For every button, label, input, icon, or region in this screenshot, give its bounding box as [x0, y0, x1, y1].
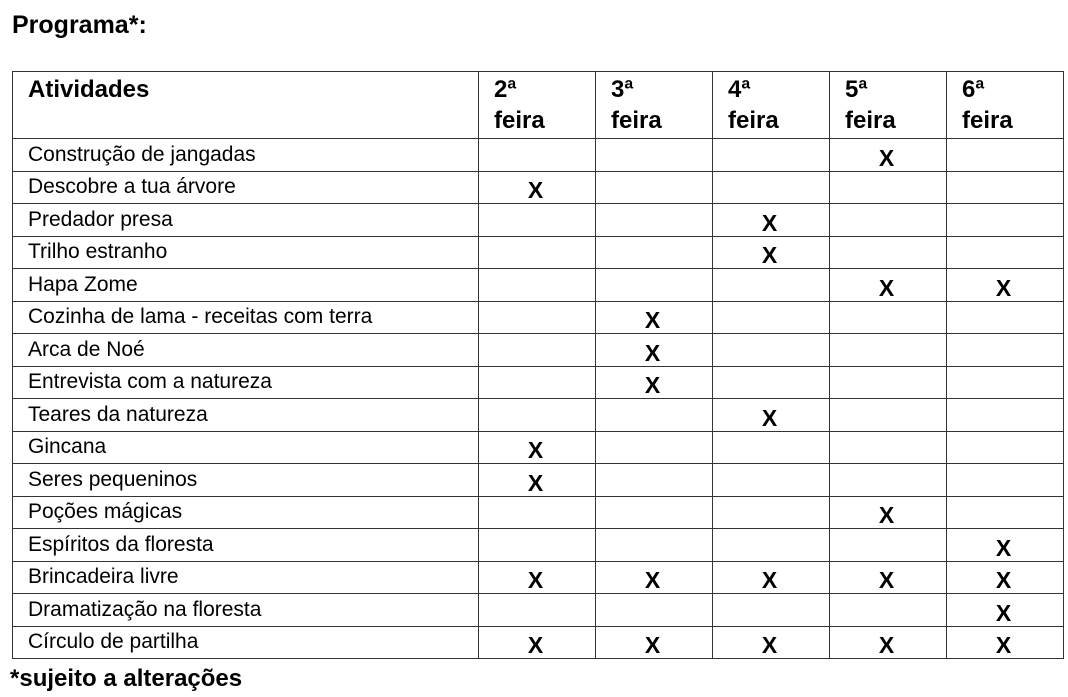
table-row [13, 464, 1064, 497]
table-row [13, 171, 1064, 204]
day-mark [479, 496, 596, 529]
table-row [13, 334, 1064, 367]
day-mark: X [830, 626, 947, 659]
activity-name: Espíritos da floresta [13, 529, 479, 562]
table-row [13, 204, 1064, 237]
day-mark [479, 204, 596, 237]
day-mark [713, 529, 830, 562]
day-number: 4ª [728, 76, 751, 103]
activity-name: Construção de jangadas [13, 139, 479, 172]
day-mark: X [596, 301, 713, 334]
table-row [13, 399, 1064, 432]
day-mark [596, 464, 713, 497]
day-mark [596, 594, 713, 627]
day-header-tuesday [596, 72, 713, 139]
day-word: feira [611, 107, 662, 134]
day-mark: X [479, 171, 596, 204]
day-mark: X [713, 236, 830, 269]
table-row [13, 431, 1064, 464]
table-row [13, 139, 1064, 172]
day-mark [479, 301, 596, 334]
day-mark [713, 301, 830, 334]
table-row [13, 269, 1064, 302]
day-mark [830, 594, 947, 627]
day-header-thursday [830, 72, 947, 139]
day-number: 3ª [611, 76, 634, 103]
day-mark [830, 171, 947, 204]
table-row [13, 236, 1064, 269]
day-number: 5ª [845, 76, 868, 103]
day-mark [947, 431, 1064, 464]
day-mark [947, 496, 1064, 529]
day-word: feira [494, 107, 545, 134]
table-row [13, 366, 1064, 399]
day-mark [479, 139, 596, 172]
table-row [13, 496, 1064, 529]
day-mark: X [479, 626, 596, 659]
day-mark: X [830, 139, 947, 172]
day-mark [713, 496, 830, 529]
day-mark [947, 236, 1064, 269]
activity-name: Dramatização na floresta [13, 594, 479, 627]
day-mark [596, 236, 713, 269]
day-mark [596, 399, 713, 432]
day-mark: X [947, 529, 1064, 562]
activity-name: Entrevista com a natureza [13, 366, 479, 399]
day-mark: X [713, 561, 830, 594]
day-mark [479, 529, 596, 562]
activities-header: Atividades [13, 72, 479, 139]
day-mark [713, 139, 830, 172]
activity-name: Círculo de partilha [13, 626, 479, 659]
day-mark [947, 366, 1064, 399]
day-mark [830, 366, 947, 399]
table-row [13, 594, 1064, 627]
day-mark [830, 529, 947, 562]
day-mark: X [479, 431, 596, 464]
day-mark: X [596, 334, 713, 367]
day-mark [713, 366, 830, 399]
day-mark [479, 236, 596, 269]
day-mark [947, 171, 1064, 204]
schedule-body [13, 139, 1064, 659]
day-mark: X [713, 399, 830, 432]
activity-name: Predador presa [13, 204, 479, 237]
day-mark [596, 139, 713, 172]
day-mark [479, 399, 596, 432]
day-mark [596, 171, 713, 204]
activity-name: Hapa Zome [13, 269, 479, 302]
day-mark [830, 301, 947, 334]
day-mark [713, 464, 830, 497]
activity-name: Arca de Noé [13, 334, 479, 367]
day-mark: X [479, 561, 596, 594]
page-title: Programa*: [12, 11, 147, 39]
day-mark [596, 529, 713, 562]
day-mark: X [947, 626, 1064, 659]
day-mark [947, 204, 1064, 237]
day-mark: X [596, 561, 713, 594]
day-word: feira [728, 107, 779, 134]
day-mark [947, 301, 1064, 334]
day-mark [830, 431, 947, 464]
activity-name: Brincadeira livre [13, 561, 479, 594]
day-mark: X [830, 496, 947, 529]
day-word: feira [845, 107, 896, 134]
day-mark [830, 236, 947, 269]
day-mark: X [830, 561, 947, 594]
day-mark: X [947, 561, 1064, 594]
day-header-wednesday [713, 72, 830, 139]
day-mark [713, 269, 830, 302]
day-mark: X [947, 269, 1064, 302]
day-mark [596, 204, 713, 237]
day-mark: X [479, 464, 596, 497]
day-mark [596, 269, 713, 302]
activity-name: Teares da natureza [13, 399, 479, 432]
day-mark: X [830, 269, 947, 302]
day-mark [713, 431, 830, 464]
day-mark [596, 431, 713, 464]
day-mark: X [713, 626, 830, 659]
day-mark [713, 334, 830, 367]
day-number: 6ª [962, 76, 985, 103]
day-mark [479, 366, 596, 399]
day-mark [830, 204, 947, 237]
day-mark: X [596, 366, 713, 399]
day-mark [713, 594, 830, 627]
day-mark [947, 334, 1064, 367]
activity-name: Gincana [13, 431, 479, 464]
table-row [13, 561, 1064, 594]
day-mark [479, 594, 596, 627]
day-mark [830, 464, 947, 497]
day-mark: X [947, 594, 1064, 627]
activity-name: Trilho estranho [13, 236, 479, 269]
day-header-monday [479, 72, 596, 139]
day-mark: X [596, 626, 713, 659]
day-word: feira [962, 107, 1013, 134]
day-header-friday [947, 72, 1064, 139]
day-mark [947, 464, 1064, 497]
table-row [13, 626, 1064, 659]
table-row [13, 529, 1064, 562]
day-mark [479, 269, 596, 302]
day-mark [830, 334, 947, 367]
schedule-table [12, 71, 1064, 659]
activity-name: Descobre a tua árvore [13, 171, 479, 204]
day-mark [596, 496, 713, 529]
header-row [13, 72, 1064, 139]
day-mark [830, 399, 947, 432]
day-mark: X [713, 204, 830, 237]
footnote: *sujeito a alterações [10, 665, 243, 692]
day-mark [947, 139, 1064, 172]
day-mark [947, 399, 1064, 432]
table-row [13, 301, 1064, 334]
activity-name: Seres pequeninos [13, 464, 479, 497]
activity-name: Poções mágicas [13, 496, 479, 529]
day-mark [713, 171, 830, 204]
day-mark [479, 334, 596, 367]
day-number: 2ª [494, 76, 517, 103]
activity-name: Cozinha de lama - receitas com terra [13, 301, 479, 334]
